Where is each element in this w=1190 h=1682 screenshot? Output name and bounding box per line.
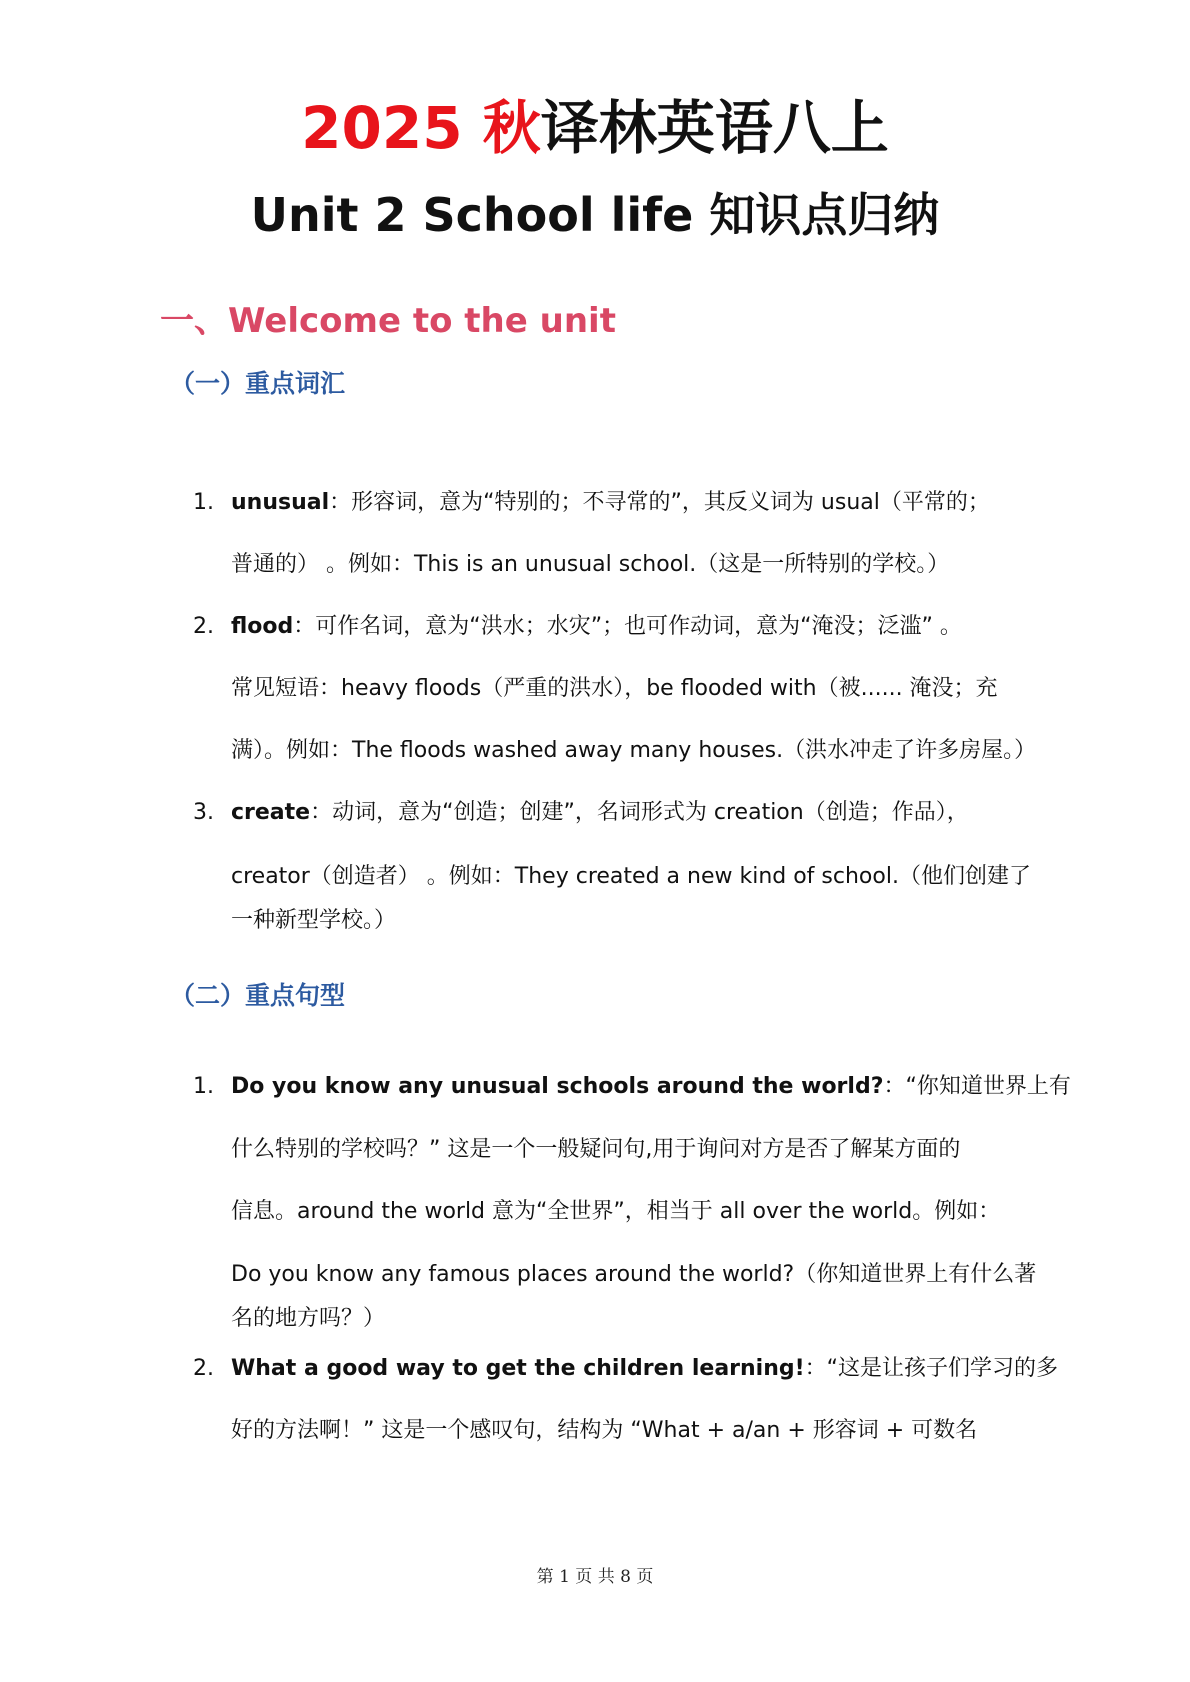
sentence-item-line [231,1350,1059,1388]
subsection-heading-sentences: （二）重点句型 [170,981,346,1010]
vocab-term: flood [231,614,294,639]
vocab-item-line: 常见短语：heavy floods（严重的洪水），be flooded with（被...... 淹没；充 [231,676,998,701]
sentence-item-line: 好的方法啊！” 这是一个感叹句，结构为 “What + a/an + 形容词 + 可数名 [231,1418,978,1443]
vocab-item-number: 3. [193,800,214,825]
sentence-item-line: 什么特别的学校吗？” 这是一个一般疑问句,用于询问对方是否了解某方面的 [231,1137,961,1162]
page-footer: 第 1 页 共 8 页 [536,1567,654,1587]
title-course: 译林英语八上 [540,94,889,162]
vocab-item-line [231,794,1035,832]
document-title [0,88,1190,168]
sentence-item-line: Do you know any famous places around the world?（你知道世界上有什么著 [231,1262,1037,1287]
vocab-item-number: 1. [193,490,214,515]
vocab-item-line: 满）。例如：The floods washed away many houses.（洪水冲走了许多房屋。） [231,738,1037,763]
vocab-term: create [231,800,311,825]
vocab-text: ：形容词，意为“特别的；不寻常的”，其反义词为 usual（平常的； [329,490,990,515]
sentence-term: What a good way to get the children learning! [231,1356,805,1381]
sentence-item-number: 1. [193,1074,214,1099]
vocab-text: ：动词，意为“创造；创建”，名词形式为 creation（创造；作品）， [310,800,969,825]
sentence-item-line: 名的地方吗？） [231,1306,386,1331]
sentence-item-number: 2. [193,1356,214,1381]
subsection-heading-vocab: （一）重点词汇 [170,369,346,398]
vocab-item-line: 普通的） 。例如：This is an unusual school.（这是一所特别的学校。） [231,552,950,577]
document-subtitle: Unit 2 School life 知识点归纳 [250,188,940,242]
vocab-term: unusual [231,490,330,515]
sentence-item-line [231,1068,1071,1106]
vocab-item-line [231,608,1035,646]
sentence-term: Do you know any unusual schools around the world? [231,1074,884,1099]
sentence-item-line: 信息。around the world 意为“全世界”，相当于 all over the world。例如： [231,1199,1001,1224]
title-year-season: 2025 秋 [301,94,541,162]
vocab-item-line: 一种新型学校。） [231,908,397,933]
sentence-text: ：“这是让孩子们学习的多 [804,1356,1059,1381]
vocab-item-line [231,484,1035,522]
vocab-item-line: creator（创造者） 。例如：They created a new kind of school.（他们创建了 [231,864,1031,889]
vocab-text: ：可作名词，意为“洪水；水灾”；也可作动词，意为“淹没；泛滥” 。 [293,614,962,639]
vocab-item-number: 2. [193,614,214,639]
sentence-text: ：“你知道世界上有 [883,1074,1071,1099]
section-heading-welcome: 一、Welcome to the unit [160,301,616,341]
